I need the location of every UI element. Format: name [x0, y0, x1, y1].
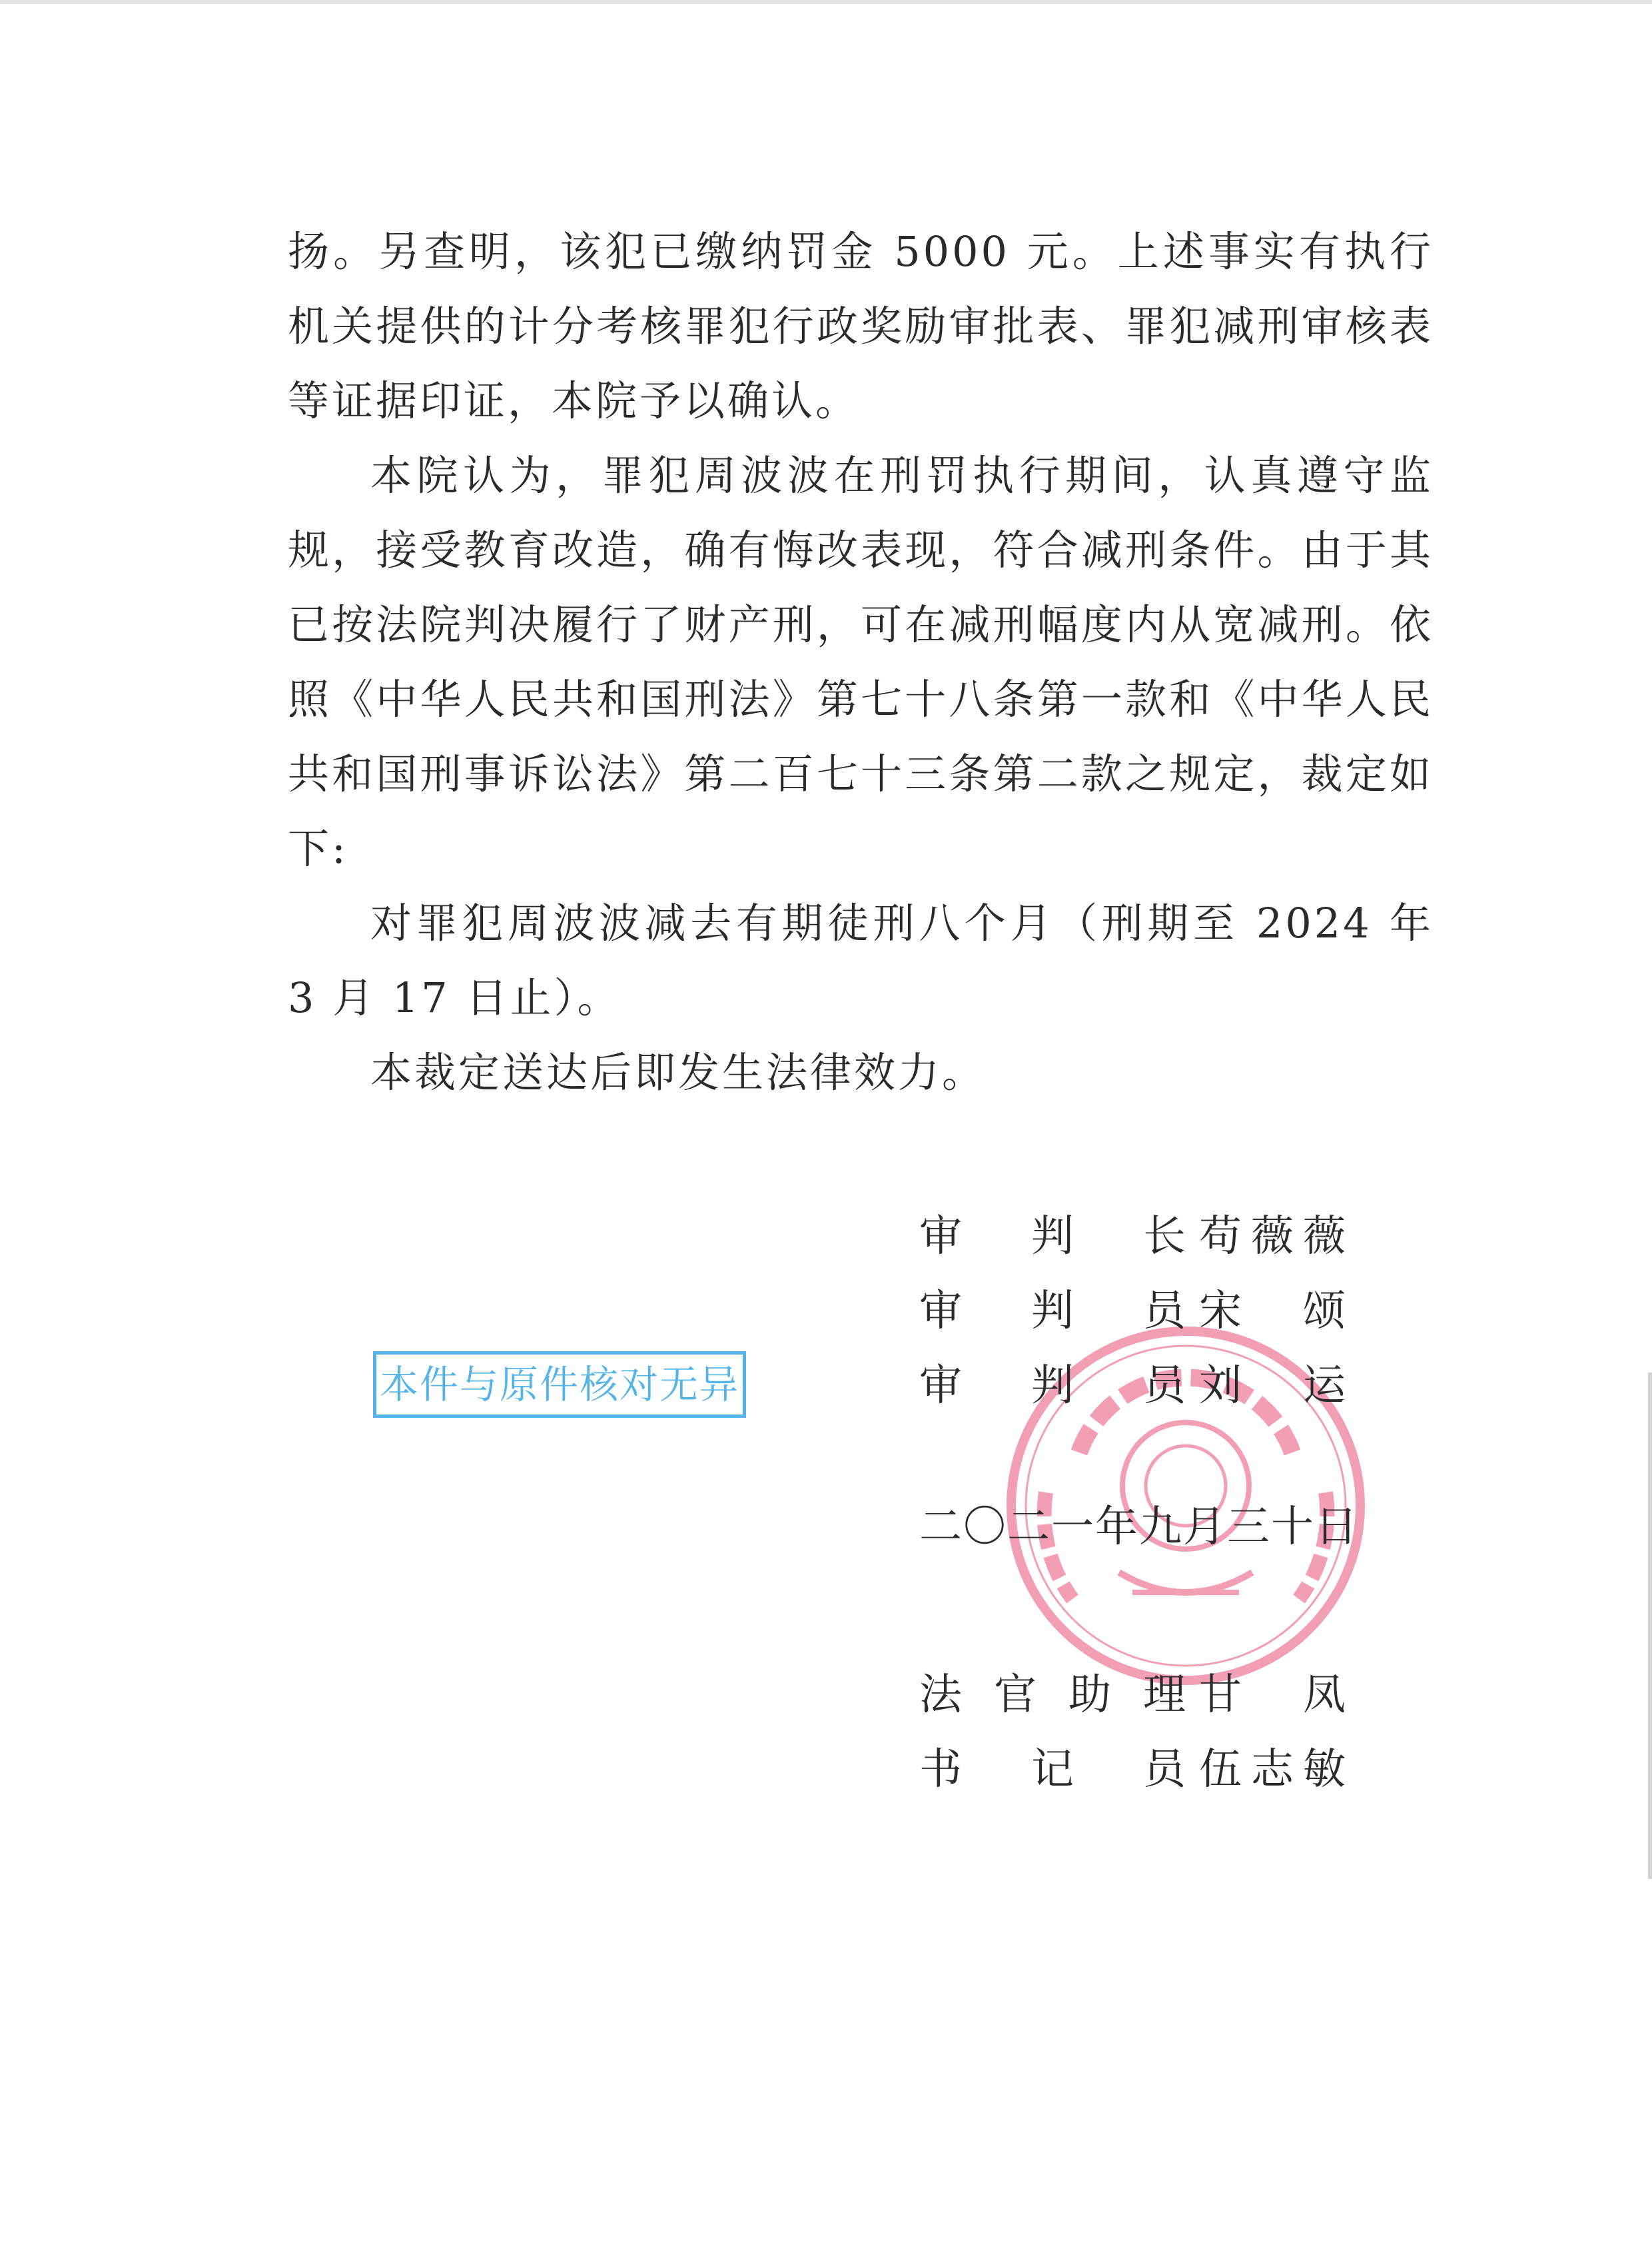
scan-top-edge — [0, 0, 1652, 4]
signature-name: 宋颂 — [1199, 1287, 1346, 1336]
signature-title: 审判员 — [919, 1287, 1186, 1336]
signature-title: 书记员 — [919, 1745, 1186, 1794]
signature-row-judge — [919, 1274, 1359, 1349]
signature-row-judge — [919, 1349, 1359, 1423]
signature-name: 甘凤 — [1199, 1670, 1346, 1720]
paragraph-facts: 扬。另查明，该犯已缴纳罚金 5000 元。上述事实有执行机关提供的计分考核罪犯行政奖励审批表、罪犯减刑审核表等证据印证，本院予以确认。 — [288, 227, 1434, 425]
signature-title: 审判长 — [919, 1212, 1186, 1261]
paragraph-opinion: 本院认为，罪犯周波波在刑罚执行期间，认真遵守监规，接受教育改造，确有悔改表现，符合减刑条件。由于其已按法院判决履行了财产刑，可在减刑幅度内从宽减刑。依照《中华人民共和国刑法》第七十八条第一款和《中华人民共和国刑事诉讼法》第二百七十三条第二款之规定，裁定如下: — [288, 451, 1434, 873]
scan-right-edge — [1648, 1373, 1652, 1879]
ruling-date: 二〇二一年九月三十日 — [919, 1502, 1359, 1552]
signature-row-judge-assistant — [919, 1658, 1359, 1732]
paragraph-ruling: 对罪犯周波波减去有期徒刑八个月（刑期至 2024 年 3 月 17 日止）。 — [288, 899, 1434, 1022]
signature-title: 法官助理 — [919, 1670, 1186, 1720]
signature-name: 苟薇薇 — [1199, 1212, 1346, 1261]
verification-stamp: 本件与原件核对无异 — [373, 1351, 746, 1418]
signature-name: 刘运 — [1199, 1361, 1346, 1410]
signature-title: 审判员 — [919, 1361, 1186, 1410]
signature-row-presiding-judge — [919, 1199, 1359, 1274]
signature-row-clerk — [919, 1732, 1359, 1807]
signature-name: 伍志敏 — [1199, 1745, 1346, 1794]
paragraph-effect: 本裁定送达后即发生法律效力。 — [370, 1048, 987, 1097]
signature-block — [919, 1199, 1359, 1807]
ruling-body — [288, 215, 1434, 1110]
